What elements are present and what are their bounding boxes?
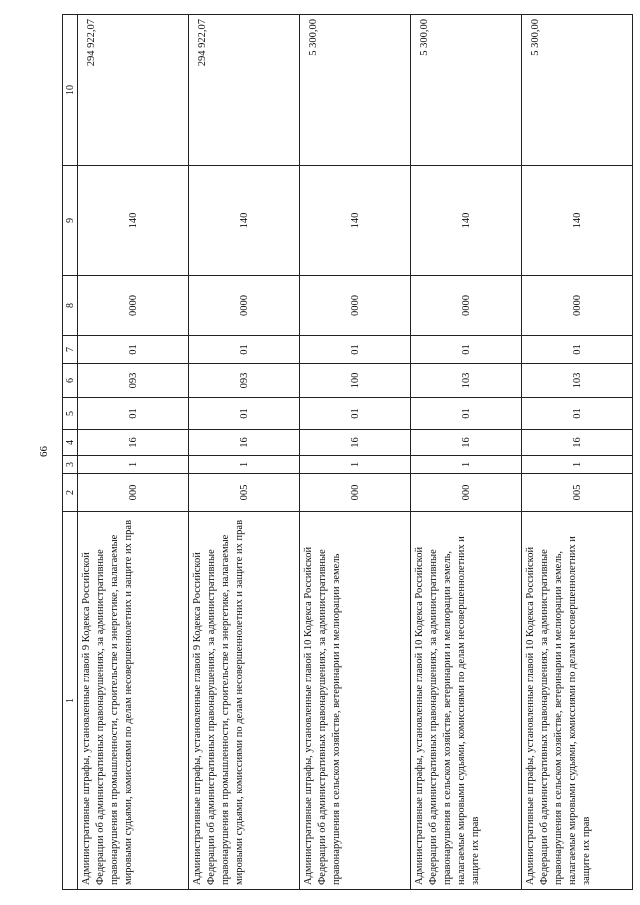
cell-article: 01	[78, 398, 189, 430]
cell-article: 01	[189, 398, 300, 430]
col-header: 3	[63, 456, 78, 474]
cell-admin-code: 005	[189, 474, 300, 512]
col-header: 7	[63, 336, 78, 364]
cell-economic: 140	[522, 166, 633, 276]
cell-subgroup: 16	[411, 430, 522, 456]
cell-article: 01	[300, 398, 411, 430]
cell-program: 0000	[189, 276, 300, 336]
cell-amount: 5 300,00	[411, 15, 522, 166]
cell-group: 1	[300, 456, 411, 474]
cell-element: 01	[300, 336, 411, 364]
cell-economic: 140	[189, 166, 300, 276]
cell-economic: 140	[300, 166, 411, 276]
cell-admin-code: 000	[411, 474, 522, 512]
cell-element: 01	[522, 336, 633, 364]
col-header: 6	[63, 364, 78, 398]
cell-amount: 5 300,00	[522, 15, 633, 166]
cell-element: 01	[189, 336, 300, 364]
cell-admin-code: 000	[78, 474, 189, 512]
cell-group: 1	[189, 456, 300, 474]
header-row	[63, 15, 78, 890]
col-header: 1	[63, 512, 78, 890]
cell-article: 01	[522, 398, 633, 430]
cell-element: 01	[411, 336, 522, 364]
rotated-table-container	[62, 15, 592, 890]
cell-subgroup: 16	[78, 430, 189, 456]
cell-program: 0000	[300, 276, 411, 336]
cell-economic: 140	[78, 166, 189, 276]
row-description: Административные штрафы, установленные главой 10 Кодекса Российской Федерации об административных правонарушениях, за административные правонарушения в сельском хозяйстве, ветеринарии и мелиорации земель, налагаемые мировыми судьями, комиссиями по делам несовершеннолетних и защите их прав	[522, 512, 633, 890]
cell-subarticle: 093	[78, 364, 189, 398]
cell-admin-code: 000	[300, 474, 411, 512]
cell-economic: 140	[411, 166, 522, 276]
cell-program: 0000	[411, 276, 522, 336]
cell-group: 1	[522, 456, 633, 474]
cell-amount: 294 922,07	[78, 15, 189, 166]
page-number: 66	[38, 446, 50, 457]
row-description: Административные штрафы, установленные главой 10 Кодекса Российской Федерации об административных правонарушениях, за административные правонарушения в сельском хозяйстве, ветеринарии и мелиорации земель	[300, 512, 411, 890]
cell-program: 0000	[522, 276, 633, 336]
cell-subarticle: 093	[189, 364, 300, 398]
table-row	[522, 15, 633, 890]
cell-program: 0000	[78, 276, 189, 336]
cell-group: 1	[411, 456, 522, 474]
cell-subarticle: 103	[411, 364, 522, 398]
col-header: 4	[63, 430, 78, 456]
cell-amount: 294 922,07	[189, 15, 300, 166]
col-header: 9	[63, 166, 78, 276]
col-header: 5	[63, 398, 78, 430]
row-description: Административные штрафы, установленные главой 10 Кодекса Российской Федерации об административных правонарушениях, за административные правонарушения в сельском хозяйстве, ветеринарии и мелиорации земель, налагаемые мировыми судьями, комиссиями по делам несовершеннолетних и защите их прав	[411, 512, 522, 890]
budget-table	[62, 14, 633, 890]
table-row	[189, 15, 300, 890]
table-row	[78, 15, 189, 890]
cell-subarticle: 100	[300, 364, 411, 398]
table-row	[411, 15, 522, 890]
col-header: 8	[63, 276, 78, 336]
row-description: Административные штрафы, установленные главой 9 Кодекса Российской Федерации об административных правонарушениях, за административные правонарушения в промышленности, строительстве и энергетике, налагаемые мировыми судьями, комиссиями по делам несовершеннолетних и защите их прав	[189, 512, 300, 890]
cell-admin-code: 005	[522, 474, 633, 512]
col-header: 10	[63, 15, 78, 166]
cell-amount: 5 300,00	[300, 15, 411, 166]
cell-element: 01	[78, 336, 189, 364]
cell-subgroup: 16	[189, 430, 300, 456]
cell-article: 01	[411, 398, 522, 430]
row-description: Административные штрафы, установленные главой 9 Кодекса Российской Федерации об административных правонарушениях, за административные правонарушения в промышленности, строительстве и энергетике, налагаемые мировыми судьями, комиссиями по делам несовершеннолетних и защите их прав	[78, 512, 189, 890]
table-row	[300, 15, 411, 890]
cell-group: 1	[78, 456, 189, 474]
col-header: 2	[63, 474, 78, 512]
cell-subgroup: 16	[300, 430, 411, 456]
cell-subgroup: 16	[522, 430, 633, 456]
cell-subarticle: 103	[522, 364, 633, 398]
